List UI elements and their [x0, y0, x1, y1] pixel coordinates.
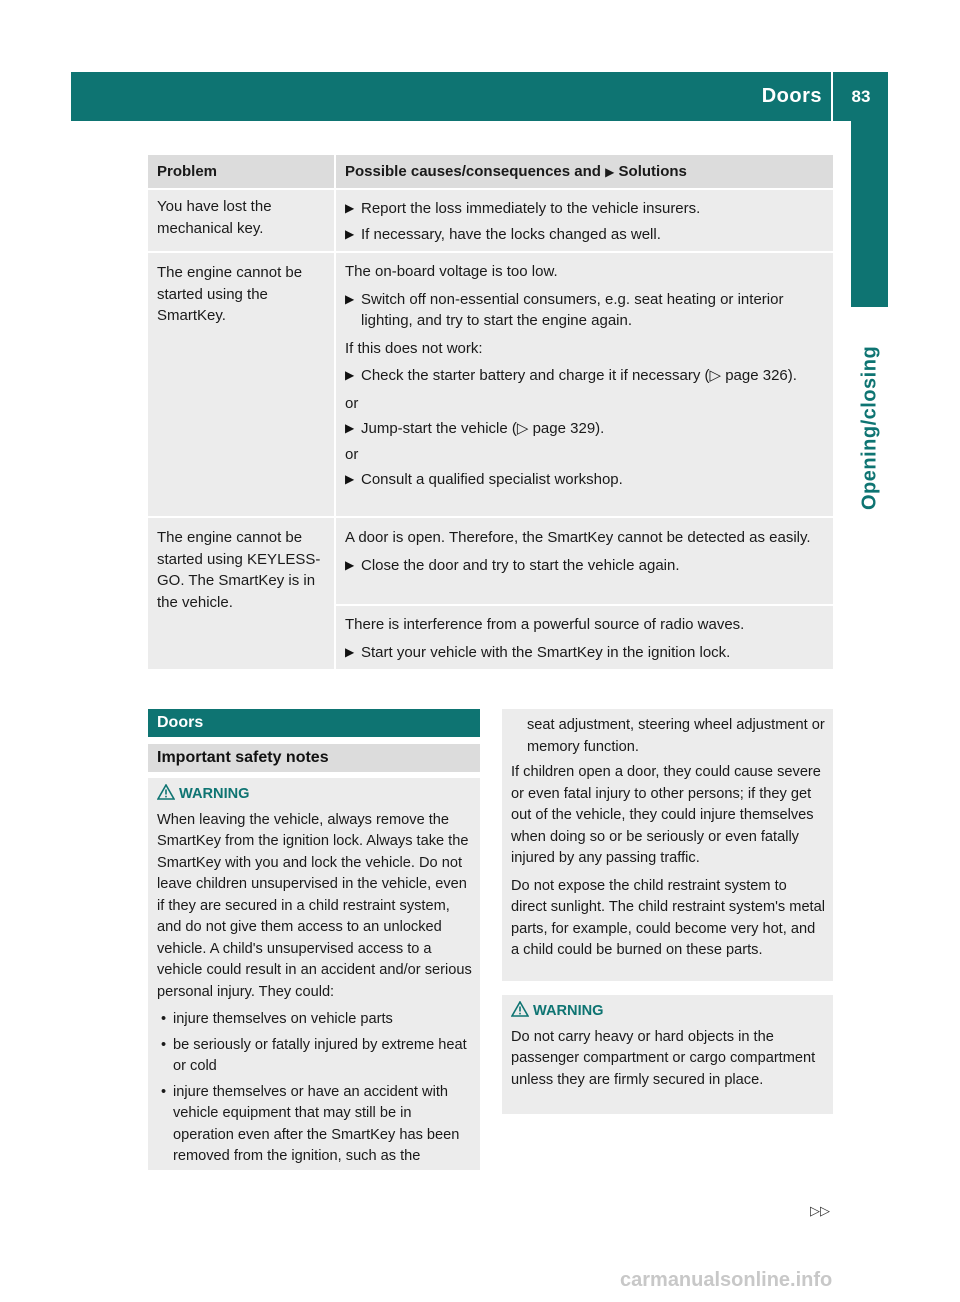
table-row-2-solutions — [336, 253, 833, 516]
warning-box-2 — [502, 995, 833, 1114]
table-row-3-solutions-a — [336, 518, 833, 604]
warning-1-continued-item: seat adjustment, steering wheel adjustment or memory function. — [527, 717, 825, 755]
header-section-title: Doors — [761, 85, 822, 107]
warning-2-label: WARNING — [533, 1003, 604, 1019]
action-arrow-icon: ▶ — [345, 201, 355, 215]
watermark: carmanualsonline.info — [620, 1269, 833, 1291]
row-2-step-2: Check the starter battery and charge it if necessary (▷ page 326). — [361, 367, 797, 384]
warning-1-item-2: be seriously or fatally injured by extreme heat or cold — [173, 1036, 467, 1074]
row-3-cause-2: There is interference from a powerful source of radio waves. — [345, 616, 745, 633]
warning-2-heading — [511, 1001, 825, 1025]
header-divider — [831, 72, 833, 121]
warning-box-1 — [148, 778, 480, 1170]
side-tab — [851, 310, 888, 510]
warning-1-label: WARNING — [179, 786, 250, 802]
warning-triangle-icon — [511, 1001, 529, 1025]
table-row-1-solutions — [336, 190, 833, 251]
row-2-step-4: Consult a qualified specialist workshop. — [361, 471, 623, 488]
side-tab-block — [851, 121, 888, 307]
table-row-3-problem — [148, 518, 334, 669]
table-header-problem — [148, 155, 334, 188]
solution-arrow-icon: ▶ — [605, 165, 615, 179]
warning-1-item-3: injure themselves or have an accident with vehicle equipment that may still be in operation even after the SmartKey has been removed from the ignition, such as the — [173, 1083, 460, 1164]
action-arrow-icon: ▶ — [345, 291, 355, 306]
row-1-problem-text: You have lost the mechanical key. — [157, 198, 272, 237]
row-2-cause: The on-board voltage is too low. — [345, 263, 558, 280]
side-tab-label: Opening/closing — [857, 345, 880, 510]
row-2-problem-text: The engine cannot be started using the SmartKey. — [157, 264, 303, 324]
list-item: • injure themselves on vehicle parts — [161, 1011, 393, 1027]
page-number: 83 — [851, 87, 871, 106]
warning-1-text: When leaving the vehicle, always remove the SmartKey from the ignition lock. Always take the SmartKey with you and lock the vehicle. Do not leave children unsupervised in the vehicle, even if they are secured in a child restraint system, and do not give them access to an unlocked vehicle. A child's unsupervised access to a vehicle could result in an accident and/or serious personal injury. They could: — [157, 811, 472, 1000]
row-2-step-3: Jump-start the vehicle (▷ page 329). — [361, 420, 605, 437]
warning-1-heading — [157, 784, 472, 808]
action-arrow-icon: ▶ — [345, 472, 355, 486]
warning-box-1-continued — [502, 709, 833, 981]
row-3-problem-text: The engine cannot be started using KEYLESS-GO. The SmartKey is in the vehicle. — [157, 529, 321, 611]
action-arrow-icon: ▶ — [345, 368, 355, 382]
header-causes-label: Possible causes/consequences and — [345, 163, 601, 180]
table-row-3-solutions-b — [336, 606, 833, 669]
row-2-fallback-text: If this does not work: — [345, 339, 483, 357]
row-3-step-1: Close the door and try to start the vehicle again. — [361, 556, 680, 574]
list-item: • be seriously or fatally injured by extreme heat or cold — [161, 1036, 467, 1074]
action-arrow-icon: ▶ — [345, 226, 355, 241]
table-row-2-problem — [148, 253, 334, 516]
row-1-step-2: If necessary, have the locks changed as well. — [361, 225, 661, 243]
header-solutions-label: Solutions — [618, 163, 687, 180]
warning-1-paragraph-2: If children open a door, they could cause severe or even fatal injury to other persons; if they get out of the vehicle, they could injure themselves when doing so or be seriously or even fatally injured by any passing traffic. — [511, 764, 821, 866]
warning-2-text: Do not carry heavy or hard objects in the passenger compartment or cargo compartment unless they are firmly secured in place. — [511, 1028, 816, 1088]
row-2-or-2: or — [345, 445, 359, 463]
warning-1-item-1: injure themselves on vehicle parts — [173, 1011, 393, 1027]
header-problem-label: Problem — [157, 163, 218, 180]
warning-1-paragraph-3: Do not expose the child restraint system to direct sunlight. The child restraint system's metal parts, for example, could become very hot, and a child could be burned on these parts. — [511, 877, 825, 958]
table-header-causes — [336, 155, 833, 188]
table-row-1-problem — [148, 190, 334, 251]
page-header — [71, 72, 888, 121]
row-2-or-1: or — [345, 394, 359, 412]
action-arrow-icon: ▶ — [345, 421, 355, 435]
action-arrow-icon: ▶ — [345, 557, 355, 572]
list-item: • injure themselves or have an accident with vehicle equipment that may still be in operation even after the SmartKey has been removed from the ignition, such as the — [161, 1083, 460, 1164]
action-arrow-icon: ▶ — [345, 644, 355, 659]
row-2-step-1: Switch off non-essential consumers, e.g. seat heating or interior lighting, and try to start the engine again. — [361, 290, 784, 329]
row-3-step-2: Start your vehicle with the SmartKey in the ignition lock. — [361, 643, 731, 661]
row-3-cause-1: A door is open. Therefore, the SmartKey cannot be detected as easily. — [345, 529, 811, 546]
row-1-step-1: Report the loss immediately to the vehicle insurers. — [361, 200, 701, 217]
subsection-title-safety: Important safety notes — [148, 744, 480, 772]
continue-mark: ▷▷ — [810, 1203, 830, 1218]
warning-triangle-icon — [157, 784, 175, 808]
section-title-doors: Doors — [148, 709, 480, 737]
